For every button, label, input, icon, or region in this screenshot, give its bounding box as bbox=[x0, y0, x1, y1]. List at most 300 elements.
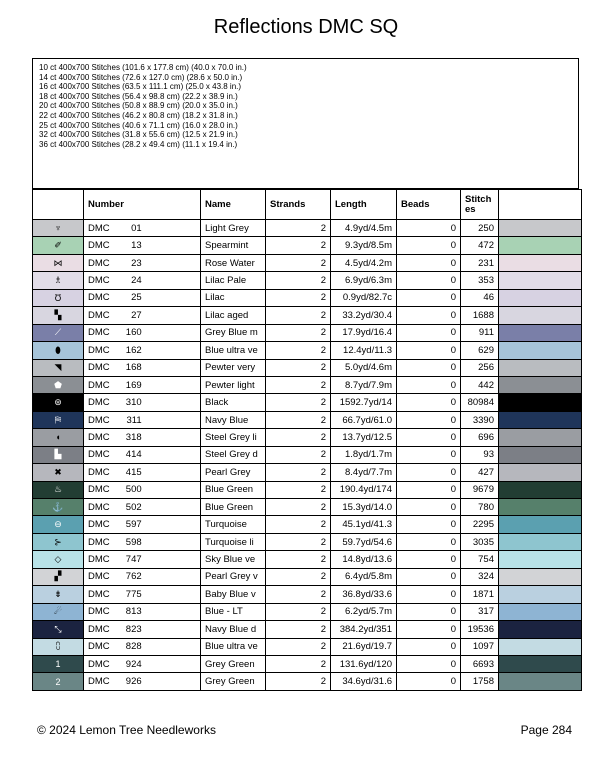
symbol-cell bbox=[33, 359, 84, 376]
beads-cell: 0 bbox=[397, 220, 461, 237]
color-number: 310 bbox=[125, 397, 142, 409]
color-number: 13 bbox=[131, 240, 142, 252]
stitches-cell: 1871 bbox=[461, 586, 499, 603]
symbol-cell bbox=[33, 429, 84, 446]
color-number: 24 bbox=[131, 275, 142, 287]
fabric-size-line: 25 ct 400x700 Stitches (40.6 x 71.1 cm) (16.0 x 28.0 in.) bbox=[39, 120, 238, 130]
name-cell: Grey Green bbox=[201, 673, 266, 690]
symbol-glyph: ◥ bbox=[54, 362, 62, 373]
color-number: 747 bbox=[125, 554, 142, 566]
color-number: 27 bbox=[131, 309, 142, 321]
length-cell: 14.8yd/13.6 bbox=[331, 551, 397, 568]
table-row bbox=[33, 655, 582, 672]
table-row bbox=[33, 272, 582, 289]
symbol-glyph: ◖ bbox=[55, 432, 61, 443]
symbol-cell bbox=[33, 586, 84, 603]
symbol-cell bbox=[33, 603, 84, 620]
strands-cell: 2 bbox=[266, 638, 331, 655]
table-row bbox=[33, 673, 582, 690]
symbol-cell bbox=[33, 481, 84, 498]
brand-label: DMC bbox=[88, 501, 110, 513]
beads-cell: 0 bbox=[397, 586, 461, 603]
number-cell bbox=[84, 621, 201, 638]
beads-cell: 0 bbox=[397, 621, 461, 638]
symbol-glyph: ⊖ bbox=[54, 519, 62, 530]
length-cell: 21.6yd/19.7 bbox=[331, 638, 397, 655]
symbol-glyph: ⚓ bbox=[52, 501, 64, 512]
number-cell bbox=[84, 586, 201, 603]
table-row bbox=[33, 376, 582, 393]
length-cell: 8.7yd/7.9m bbox=[331, 376, 397, 393]
strands-cell: 2 bbox=[266, 272, 331, 289]
fabric-size-line: 32 ct 400x700 Stitches (31.8 x 55.6 cm) (12.5 x 21.9 in.) bbox=[39, 130, 238, 140]
beads-cell: 0 bbox=[397, 376, 461, 393]
symbol-glyph: ⋈ bbox=[53, 257, 63, 268]
color-swatch bbox=[499, 307, 582, 324]
symbol-cell bbox=[33, 272, 84, 289]
brand-label: DMC bbox=[88, 222, 110, 234]
stitches-cell: 442 bbox=[461, 376, 499, 393]
stitches-cell: 46 bbox=[461, 289, 499, 306]
table-row bbox=[33, 533, 582, 550]
brand-label: DMC bbox=[88, 257, 110, 269]
symbol-glyph: 2 bbox=[55, 676, 61, 687]
beads-cell: 0 bbox=[397, 568, 461, 585]
name-cell: Grey Blue m bbox=[201, 324, 266, 341]
brand-label: DMC bbox=[88, 606, 110, 618]
strands-cell: 2 bbox=[266, 376, 331, 393]
symbol-cell bbox=[33, 516, 84, 533]
beads-cell: 0 bbox=[397, 429, 461, 446]
fabric-size-line: 22 ct 400x700 Stitches (46.2 x 80.8 cm) (18.2 x 31.8 in.) bbox=[39, 110, 238, 120]
color-swatch bbox=[499, 464, 582, 481]
name-cell: Blue Green bbox=[201, 499, 266, 516]
brand-label: DMC bbox=[88, 431, 110, 443]
name-cell: Sky Blue ve bbox=[201, 551, 266, 568]
name-cell: Pearl Grey bbox=[201, 464, 266, 481]
beads-cell: 0 bbox=[397, 342, 461, 359]
table-row bbox=[33, 446, 582, 463]
symbol-cell bbox=[33, 220, 84, 237]
color-swatch bbox=[499, 429, 582, 446]
number-cell bbox=[84, 254, 201, 271]
length-cell: 0.9yd/82.7c bbox=[331, 289, 397, 306]
brand-label: DMC bbox=[88, 414, 110, 426]
number-cell bbox=[84, 568, 201, 585]
color-swatch bbox=[499, 499, 582, 516]
symbol-cell bbox=[33, 324, 84, 341]
symbol-cell bbox=[33, 655, 84, 672]
name-cell: Blue ultra ve bbox=[201, 638, 266, 655]
table-row bbox=[33, 394, 582, 411]
table-row bbox=[33, 429, 582, 446]
strands-cell: 2 bbox=[266, 568, 331, 585]
brand-label: DMC bbox=[88, 344, 110, 356]
symbol-glyph: ⬟ bbox=[54, 379, 62, 390]
color-number: 01 bbox=[131, 222, 142, 234]
strands-cell: 2 bbox=[266, 481, 331, 498]
stitches-cell: 2295 bbox=[461, 516, 499, 533]
beads-cell: 0 bbox=[397, 446, 461, 463]
color-number: 926 bbox=[125, 676, 142, 688]
strands-cell: 2 bbox=[266, 603, 331, 620]
fabric-size-line: 20 ct 400x700 Stitches (50.8 x 88.9 cm) (20.0 x 35.0 in.) bbox=[39, 101, 238, 111]
brand-label: DMC bbox=[88, 362, 110, 374]
number-cell bbox=[84, 464, 201, 481]
strands-cell: 2 bbox=[266, 289, 331, 306]
name-cell: Lilac aged bbox=[201, 307, 266, 324]
symbol-glyph: ♗ bbox=[53, 275, 63, 286]
length-cell: 45.1yd/41.3 bbox=[331, 516, 397, 533]
brand-label: DMC bbox=[88, 379, 110, 391]
strands-cell: 2 bbox=[266, 411, 331, 428]
symbol-glyph: ⊱ bbox=[54, 536, 62, 547]
fabric-size-line: 14 ct 400x700 Stitches (72.6 x 127.0 cm) (28.6 x 50.0 in.) bbox=[39, 72, 243, 82]
name-cell: Spearmint bbox=[201, 237, 266, 254]
strands-cell: 2 bbox=[266, 621, 331, 638]
beads-cell: 0 bbox=[397, 673, 461, 690]
beads-cell: 0 bbox=[397, 272, 461, 289]
brand-label: DMC bbox=[88, 519, 110, 531]
color-swatch bbox=[499, 516, 582, 533]
color-swatch bbox=[499, 237, 582, 254]
beads-header: Beads bbox=[397, 190, 461, 220]
stitches-cell: 911 bbox=[461, 324, 499, 341]
copyright: © 2024 Lemon Tree Needleworks bbox=[37, 723, 216, 737]
name-cell: Blue - LT bbox=[201, 603, 266, 620]
stitches-cell: 754 bbox=[461, 551, 499, 568]
length-cell: 34.6yd/31.6 bbox=[331, 673, 397, 690]
symbol-cell bbox=[33, 446, 84, 463]
symbol-glyph: ▙ bbox=[54, 449, 62, 460]
name-cell: Steel Grey li bbox=[201, 429, 266, 446]
stitches-cell: 1097 bbox=[461, 638, 499, 655]
beads-cell: 0 bbox=[397, 307, 461, 324]
number-cell bbox=[84, 673, 201, 690]
table-row bbox=[33, 586, 582, 603]
brand-label: DMC bbox=[88, 397, 110, 409]
length-cell: 4.9yd/4.5m bbox=[331, 220, 397, 237]
color-swatch bbox=[499, 586, 582, 603]
strands-cell: 2 bbox=[266, 220, 331, 237]
symbol-cell bbox=[33, 237, 84, 254]
color-number: 823 bbox=[125, 623, 142, 635]
brand-label: DMC bbox=[88, 658, 110, 670]
color-number: 160 bbox=[125, 327, 142, 339]
color-swatch bbox=[499, 603, 582, 620]
name-cell: Light Grey bbox=[201, 220, 266, 237]
number-cell bbox=[84, 481, 201, 498]
number-header: Number bbox=[84, 190, 201, 220]
stitches-cell: 250 bbox=[461, 220, 499, 237]
color-number: 25 bbox=[131, 292, 142, 304]
stitches-header: Stitch es bbox=[461, 190, 499, 220]
name-cell: Black bbox=[201, 394, 266, 411]
number-cell bbox=[84, 603, 201, 620]
strands-cell: 2 bbox=[266, 254, 331, 271]
beads-cell: 0 bbox=[397, 464, 461, 481]
strands-cell: 2 bbox=[266, 446, 331, 463]
length-cell: 15.3yd/14.0 bbox=[331, 499, 397, 516]
stitches-cell: 3390 bbox=[461, 411, 499, 428]
strands-cell: 2 bbox=[266, 237, 331, 254]
table-row bbox=[33, 342, 582, 359]
number-cell bbox=[84, 237, 201, 254]
table-row bbox=[33, 324, 582, 341]
number-cell bbox=[84, 324, 201, 341]
number-cell bbox=[84, 411, 201, 428]
length-cell: 13.7yd/12.5 bbox=[331, 429, 397, 446]
brand-label: DMC bbox=[88, 641, 110, 653]
brand-label: DMC bbox=[88, 676, 110, 688]
stitches-cell: 6693 bbox=[461, 655, 499, 672]
strands-cell: 2 bbox=[266, 429, 331, 446]
strands-cell: 2 bbox=[266, 324, 331, 341]
name-cell: Grey Green bbox=[201, 655, 266, 672]
number-cell bbox=[84, 394, 201, 411]
color-swatch bbox=[499, 568, 582, 585]
color-number: 318 bbox=[125, 431, 142, 443]
table-row bbox=[33, 551, 582, 568]
color-number: 168 bbox=[125, 362, 142, 374]
color-number: 813 bbox=[125, 606, 142, 618]
strands-cell: 2 bbox=[266, 516, 331, 533]
brand-label: DMC bbox=[88, 240, 110, 252]
number-cell bbox=[84, 533, 201, 550]
length-cell: 33.2yd/30.4 bbox=[331, 307, 397, 324]
symbol-glyph: 1 bbox=[55, 659, 61, 670]
name-cell: Turquoise bbox=[201, 516, 266, 533]
stitches-cell: 9679 bbox=[461, 481, 499, 498]
name-cell: Blue Green bbox=[201, 481, 266, 498]
length-cell: 9.3yd/8.5m bbox=[331, 237, 397, 254]
strands-cell: 2 bbox=[266, 359, 331, 376]
length-cell: 190.4yd/174 bbox=[331, 481, 397, 498]
table-row bbox=[33, 568, 582, 585]
brand-label: DMC bbox=[88, 449, 110, 461]
length-cell: 384.2yd/351 bbox=[331, 621, 397, 638]
fabric-size-line: 10 ct 400x700 Stitches (101.6 x 177.8 cm) (40.0 x 70.0 in.) bbox=[39, 63, 247, 72]
table-row bbox=[33, 307, 582, 324]
number-cell bbox=[84, 272, 201, 289]
stitches-cell: 780 bbox=[461, 499, 499, 516]
color-swatch bbox=[499, 481, 582, 498]
table-row bbox=[33, 638, 582, 655]
number-cell bbox=[84, 551, 201, 568]
beads-cell: 0 bbox=[397, 551, 461, 568]
beads-cell: 0 bbox=[397, 638, 461, 655]
name-cell: Pewter light bbox=[201, 376, 266, 393]
fabric-size-line: 18 ct 400x700 Stitches (56.4 x 98.8 cm) (22.2 x 38.9 in.) bbox=[39, 91, 238, 101]
stitches-cell: 19536 bbox=[461, 621, 499, 638]
symbol-cell bbox=[33, 533, 84, 550]
table-row bbox=[33, 621, 582, 638]
name-cell: Blue ultra ve bbox=[201, 342, 266, 359]
symbol-glyph: ▚ bbox=[54, 309, 62, 320]
table-row bbox=[33, 603, 582, 620]
symbol-glyph: ☄ bbox=[53, 606, 63, 617]
length-header: Length bbox=[331, 190, 397, 220]
color-swatch bbox=[499, 673, 582, 690]
color-number: 311 bbox=[126, 414, 142, 426]
number-cell bbox=[84, 342, 201, 359]
brand-label: DMC bbox=[88, 536, 110, 548]
strands-cell: 2 bbox=[266, 533, 331, 550]
stitches-cell: 80984 bbox=[461, 394, 499, 411]
color-number: 828 bbox=[125, 641, 142, 653]
length-cell: 6.9yd/6.3m bbox=[331, 272, 397, 289]
strands-cell: 2 bbox=[266, 342, 331, 359]
symbol-glyph: ♨ bbox=[53, 484, 63, 495]
stitches-cell: 324 bbox=[461, 568, 499, 585]
stitches-cell: 231 bbox=[461, 254, 499, 271]
length-cell: 6.2yd/5.7m bbox=[331, 603, 397, 620]
symbol-cell bbox=[33, 568, 84, 585]
brand-label: DMC bbox=[88, 571, 110, 583]
color-number: 414 bbox=[125, 449, 142, 461]
color-swatch bbox=[499, 533, 582, 550]
stitches-cell: 3035 bbox=[461, 533, 499, 550]
beads-cell: 0 bbox=[397, 481, 461, 498]
name-cell: Navy Blue d bbox=[201, 621, 266, 638]
symbol-cell bbox=[33, 289, 84, 306]
color-number: 598 bbox=[125, 536, 142, 548]
brand-label: DMC bbox=[88, 466, 110, 478]
symbol-cell bbox=[33, 411, 84, 428]
length-cell: 6.4yd/5.8m bbox=[331, 568, 397, 585]
brand-label: DMC bbox=[88, 327, 110, 339]
table-row bbox=[33, 359, 582, 376]
beads-cell: 0 bbox=[397, 289, 461, 306]
stitches-cell: 427 bbox=[461, 464, 499, 481]
table-row bbox=[33, 254, 582, 271]
name-cell: Navy Blue bbox=[201, 411, 266, 428]
beads-cell: 0 bbox=[397, 324, 461, 341]
beads-cell: 0 bbox=[397, 254, 461, 271]
number-cell bbox=[84, 307, 201, 324]
number-cell bbox=[84, 289, 201, 306]
color-number: 597 bbox=[125, 519, 142, 531]
beads-cell: 0 bbox=[397, 533, 461, 550]
strands-cell: 2 bbox=[266, 464, 331, 481]
beads-cell: 0 bbox=[397, 516, 461, 533]
symbol-glyph: ⊛ bbox=[54, 397, 62, 408]
stitches-cell: 317 bbox=[461, 603, 499, 620]
name-header: Name bbox=[201, 190, 266, 220]
table-row bbox=[33, 464, 582, 481]
strands-cell: 2 bbox=[266, 586, 331, 603]
table-row bbox=[33, 516, 582, 533]
number-cell bbox=[84, 220, 201, 237]
length-cell: 8.4yd/7.7m bbox=[331, 464, 397, 481]
color-swatch bbox=[499, 394, 582, 411]
name-cell: Steel Grey d bbox=[201, 446, 266, 463]
name-cell: Turquoise li bbox=[201, 533, 266, 550]
color-swatch bbox=[499, 220, 582, 237]
symbol-cell bbox=[33, 342, 84, 359]
symbol-glyph: ⛿ bbox=[54, 414, 62, 425]
brand-label: DMC bbox=[88, 623, 110, 635]
color-swatch bbox=[499, 376, 582, 393]
length-cell: 36.8yd/33.6 bbox=[331, 586, 397, 603]
color-number: 415 bbox=[125, 466, 142, 478]
table-header-row bbox=[33, 190, 582, 220]
strands-cell: 2 bbox=[266, 673, 331, 690]
thread-table bbox=[32, 189, 582, 691]
strands-cell: 2 bbox=[266, 499, 331, 516]
beads-cell: 0 bbox=[397, 394, 461, 411]
stitches-cell: 256 bbox=[461, 359, 499, 376]
number-cell bbox=[84, 446, 201, 463]
number-cell bbox=[84, 359, 201, 376]
page-title: Reflections DMC SQ bbox=[213, 16, 399, 38]
length-cell: 1.8yd/1.7m bbox=[331, 446, 397, 463]
table-body bbox=[33, 220, 582, 691]
symbol-cell bbox=[33, 307, 84, 324]
page-number: Page 284 bbox=[520, 723, 572, 737]
symbol-glyph: ✐ bbox=[54, 240, 62, 251]
table-row bbox=[33, 237, 582, 254]
fabric-sizes-box bbox=[32, 58, 579, 189]
length-cell: 5.0yd/4.6m bbox=[331, 359, 397, 376]
symbol-glyph: ⤡ bbox=[54, 623, 62, 634]
length-cell: 1592.7yd/14 bbox=[331, 394, 397, 411]
number-cell bbox=[84, 429, 201, 446]
strands-cell: 2 bbox=[266, 551, 331, 568]
strands-header: Strands bbox=[266, 190, 331, 220]
table-row bbox=[33, 411, 582, 428]
name-cell: Lilac bbox=[201, 289, 266, 306]
symbol-cell bbox=[33, 499, 84, 516]
color-number: 762 bbox=[125, 571, 142, 583]
length-cell: 131.6yd/120 bbox=[331, 655, 397, 672]
beads-cell: 0 bbox=[397, 237, 461, 254]
color-swatch bbox=[499, 446, 582, 463]
name-cell: Pewter very bbox=[201, 359, 266, 376]
table-row bbox=[33, 481, 582, 498]
symbol-glyph: ✖ bbox=[54, 466, 62, 477]
number-cell bbox=[84, 376, 201, 393]
color-number: 775 bbox=[125, 588, 142, 600]
brand-label: DMC bbox=[88, 309, 110, 321]
name-cell: Rose Water bbox=[201, 254, 266, 271]
name-cell: Lilac Pale bbox=[201, 272, 266, 289]
beads-cell: 0 bbox=[397, 411, 461, 428]
strands-cell: 2 bbox=[266, 655, 331, 672]
brand-label: DMC bbox=[88, 292, 110, 304]
stitches-cell: 93 bbox=[461, 446, 499, 463]
fabric-size-line: 36 ct 400x700 Stitches (28.2 x 49.4 cm) (11.1 x 19.4 in.) bbox=[39, 139, 238, 149]
brand-label: DMC bbox=[88, 588, 110, 600]
color-number: 924 bbox=[125, 658, 142, 670]
symbol-glyph: Ʊ bbox=[54, 292, 62, 303]
stitches-cell: 629 bbox=[461, 342, 499, 359]
symbol-cell bbox=[33, 551, 84, 568]
color-swatch bbox=[499, 359, 582, 376]
color-swatch bbox=[499, 411, 582, 428]
table-row bbox=[33, 289, 582, 306]
color-swatch bbox=[499, 638, 582, 655]
name-cell: Baby Blue v bbox=[201, 586, 266, 603]
length-cell: 17.9yd/16.4 bbox=[331, 324, 397, 341]
stitches-cell: 472 bbox=[461, 237, 499, 254]
color-swatch bbox=[499, 655, 582, 672]
beads-cell: 0 bbox=[397, 655, 461, 672]
symbol-cell bbox=[33, 638, 84, 655]
strands-cell: 2 bbox=[266, 307, 331, 324]
brand-label: DMC bbox=[88, 275, 110, 287]
table-row bbox=[33, 499, 582, 516]
